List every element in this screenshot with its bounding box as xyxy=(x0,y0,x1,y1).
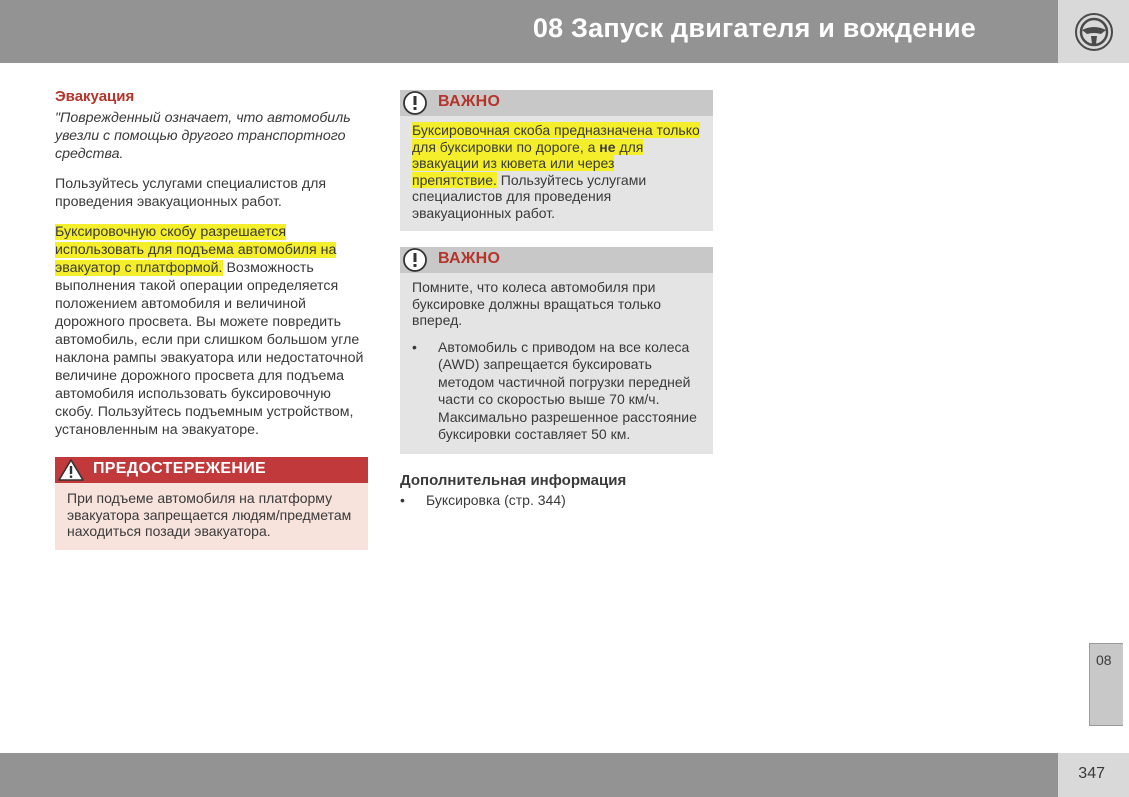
bullet-text: Автомобиль с приводом на все колеса (AWD) запрещается буксировать методом частичной погрузки передней части со скоростью выше 70 км/ч. Максимально разрешенное расстояние буксировки составляет 50 км. xyxy=(438,338,697,442)
warning-title: ПРЕДОСТЕРЕЖЕНИЕ xyxy=(93,460,266,477)
important-text-1 xyxy=(412,122,701,221)
bullet-dot: • xyxy=(412,338,417,355)
middle-column xyxy=(400,90,713,508)
paragraph-towing-hook xyxy=(55,223,370,439)
highlighted-text-bold: не xyxy=(599,138,616,155)
bullet-item xyxy=(412,339,701,444)
bullet-dot: • xyxy=(400,491,405,508)
warning-triangle-icon xyxy=(57,458,85,482)
highlighted-text-a: Буксировочная скоба предназначена только для буксировки по дороге, а xyxy=(412,122,700,155)
important-header-2 xyxy=(400,247,713,273)
important-box-2 xyxy=(400,247,713,454)
more-info-link[interactable]: Буксировка (стр. 344) xyxy=(426,491,566,508)
chapter-side-tab xyxy=(1089,643,1123,726)
page-number: 347 xyxy=(1078,765,1105,782)
important-title-1: ВАЖНО xyxy=(438,93,501,110)
exclamation-icon xyxy=(402,248,428,272)
important-title-2: ВАЖНО xyxy=(438,250,501,267)
steering-wheel-icon xyxy=(1074,12,1114,52)
paragraph-text: Возможность выполнения такой операции определяется положением автомобиля и величиной дорожного просвета. Вы можете повредить автомобиль, если при слишком большом угле наклона рампы эвакуатора или недостаточной величине дорожного просвета для подъема автомобиля использовать буксировочную скобу. Пользуйтесь подъемным устройством, установленным на эвакуаторе. xyxy=(55,260,364,438)
important-text-rest: Пользуйтесь услугами специалистов для проведения эвакуационных работ. xyxy=(412,171,647,221)
important-header-1 xyxy=(400,90,713,116)
highlighted-text: Буксировочную скобу разрешается использовать для подъема автомобиля на эвакуатор с платформой. xyxy=(55,224,337,276)
footer-bar xyxy=(0,753,1058,797)
chapter-title: 08 Запуск двигателя и вождение xyxy=(532,13,976,43)
important-body-1 xyxy=(400,116,713,231)
intro-text: "Поврежденный означает, что автомобиль увезли с помощью другого транспортного средства. xyxy=(55,110,351,162)
more-info-heading: Дополнительная информация xyxy=(400,471,627,489)
side-tab-label: 08 xyxy=(1096,652,1112,668)
section-heading: Эвакуация xyxy=(55,88,135,105)
chapter-icon-box xyxy=(1058,0,1129,63)
important-body-2 xyxy=(400,273,713,454)
paragraph-specialists: Пользуйтесь услугами специалистов для проведения эвакуационных работ. xyxy=(55,176,327,210)
more-info-item[interactable] xyxy=(400,492,713,508)
footer-page-box xyxy=(1058,753,1129,797)
warning-header xyxy=(55,457,368,483)
left-column xyxy=(55,88,370,550)
highlighted-text-b: для эвакуации из кювета или через препятствие. xyxy=(412,138,644,188)
warning-box xyxy=(55,457,368,550)
header-bar xyxy=(0,0,1058,63)
exclamation-icon xyxy=(402,91,428,115)
important-text-2: Помните, что колеса автомобиля при буксировке должны вращаться только вперед. xyxy=(412,279,662,328)
warning-text: При подъеме автомобиля на платформу эвакуатора запрещается людям/предметам находиться позади эвакуатора. xyxy=(67,490,352,539)
important-box-1 xyxy=(400,90,713,231)
